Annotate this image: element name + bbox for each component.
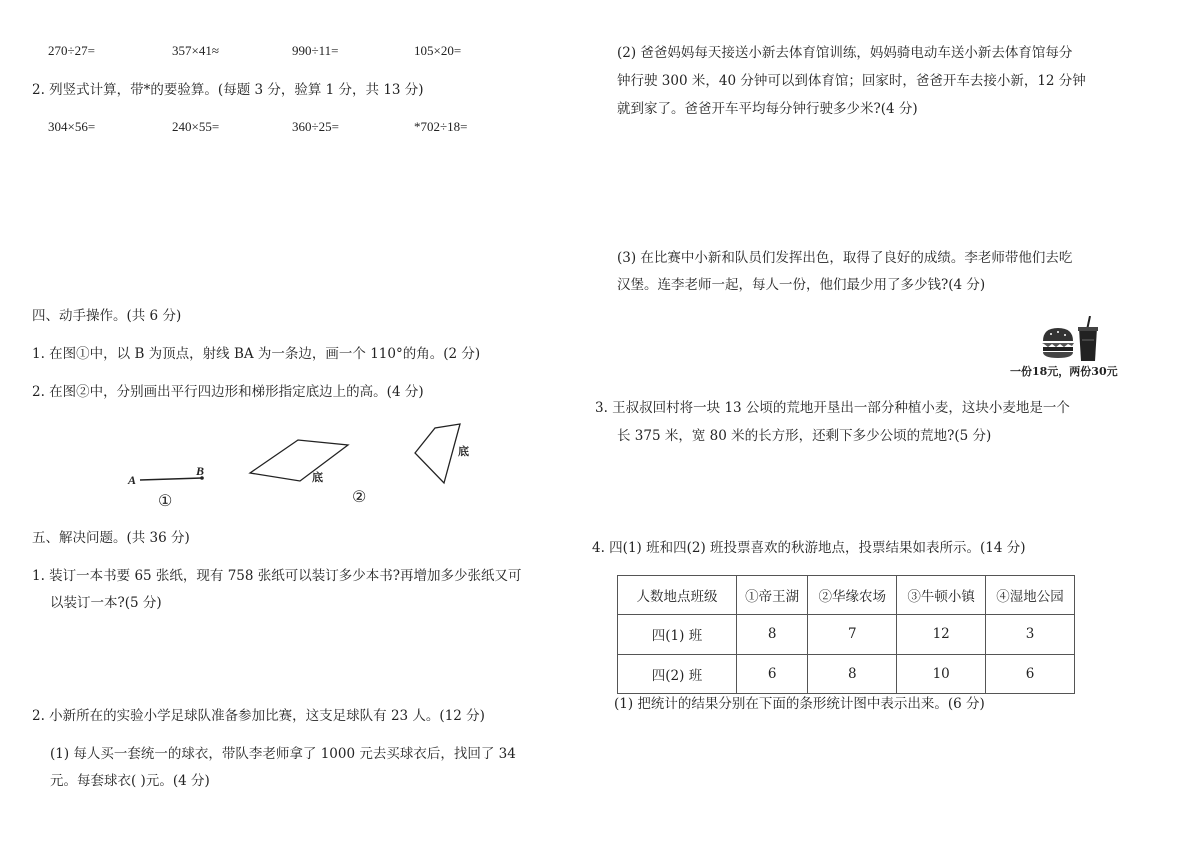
question-wasteland: 3. 王叔叔回村将一块 13 公顷的荒地开垦出一部分种植小麦，这块小麦地是一个 [595,400,1070,416]
table-header-cell: 人数地点班级 [618,576,737,615]
table-cell: 6 [986,654,1075,693]
trapezoid-shape [415,424,460,483]
calc-item: 357×41≈ [172,43,219,58]
table-header-cell: ③牛顿小镇 [897,576,986,615]
figure-2-label: ② [352,487,367,506]
table-cell: 四(1) 班 [618,615,737,654]
question-burger-cost-cont: 汉堡。连李老师一起，每人一份，他们最少用了多少钱?(4 分) [617,277,986,293]
price-caption: 一份18元，两份30元 [1010,365,1118,378]
table-cell: 10 [897,654,986,693]
question-jersey-price-cont: 元。每套球衣( )元。(4 分) [50,773,210,789]
table-cell: 7 [808,615,897,654]
question-burger-cost: (3) 在比赛中小新和队员们发挥出色，取得了良好的成绩。李老师带他们去吃 [617,250,1073,266]
calc-item: 270÷27= [48,43,95,58]
table-cell: 8 [808,654,897,693]
question-football-team: 2. 小新所在的实验小学足球队准备参加比赛，这支足球队有 23 人。(12 分) [32,708,485,724]
table-cell: 8 [737,615,808,654]
question-draw-angle: 1. 在图①中，以 B 为顶点，射线 BA 为一条边，画一个 110°的角。(2 分) [32,346,481,362]
question-vertical-calc: 2. 列竖式计算，带*的要验算。(每题 3 分，验算 1 分，共 13 分) [32,82,424,98]
vote-table [617,575,1075,694]
parallelogram-shape [250,440,348,481]
question-wasteland-cont: 长 375 米，宽 80 米的长方形，还剩下多少公顷的荒地?(5 分) [617,428,992,444]
question-commute-cont2: 就到家了。爸爸开车平均每分钟行驶多少米?(4 分) [617,101,918,117]
calc-item: 105×20= [414,43,462,58]
question-commute-cont1: 钟行驶 300 米，40 分钟可以到体育馆；回家时，爸爸开车去接小新，12 分钟 [617,73,1086,89]
table-cell: 12 [897,615,986,654]
table-cell: 3 [986,615,1075,654]
question-trip-vote: 4. 四(1) 班和四(2) 班投票喜欢的秋游地点，投票结果如表所示。(14 分) [592,540,1026,556]
table-header-cell: ④湿地公园 [986,576,1075,615]
question-commute: (2) 爸爸妈妈每天接送小新去体育馆训练，妈妈骑电动车送小新去体育馆每分 [617,45,1073,61]
section-4-title: 四、动手操作。(共 6 分) [32,308,182,324]
question-jersey-price: (1) 每人买一套统一的球衣，带队李老师拿了 1000 元去买球衣后，找回了 34 [50,746,516,762]
table-row [618,654,1075,693]
calc-item: 360÷25= [292,119,339,134]
hamburger-icon [1040,326,1076,360]
table-header-row [618,576,1075,615]
table-header-cell: ①帝王湖 [737,576,808,615]
drink-cup-icon [1076,316,1100,362]
question-draw-heights: 2. 在图②中，分别画出平行四边形和梯形指定底边上的高。(4 分) [32,384,424,400]
base-label-parallelogram: 底 [312,471,323,484]
label-b: B [196,464,205,478]
ray-ba [140,478,202,480]
question-bar-chart: (1) 把统计的结果分别在下面的条形统计图中表示出来。(6 分) [614,696,985,712]
label-a: A [128,473,137,487]
table-cell: 6 [737,654,808,693]
base-label-trapezoid: 底 [458,445,469,458]
calc-item: 304×56= [48,119,96,134]
question-book-binding-cont: 以装订一本?(5 分) [50,595,162,611]
figure-1-label: ① [158,491,173,510]
table-cell: 四(2) 班 [618,654,737,693]
question-book-binding: 1. 装订一本书要 65 张纸，现有 758 张纸可以装订多少本书?再增加多少张纸又可 [32,568,522,584]
table-row [618,615,1075,654]
calc-item: 240×55= [172,119,220,134]
calc-item: 990÷11= [292,43,339,58]
section-5-title: 五、解决问题。(共 36 分) [32,530,190,546]
table-header-cell: ②华缘农场 [808,576,897,615]
calc-item: *702÷18= [414,119,468,134]
